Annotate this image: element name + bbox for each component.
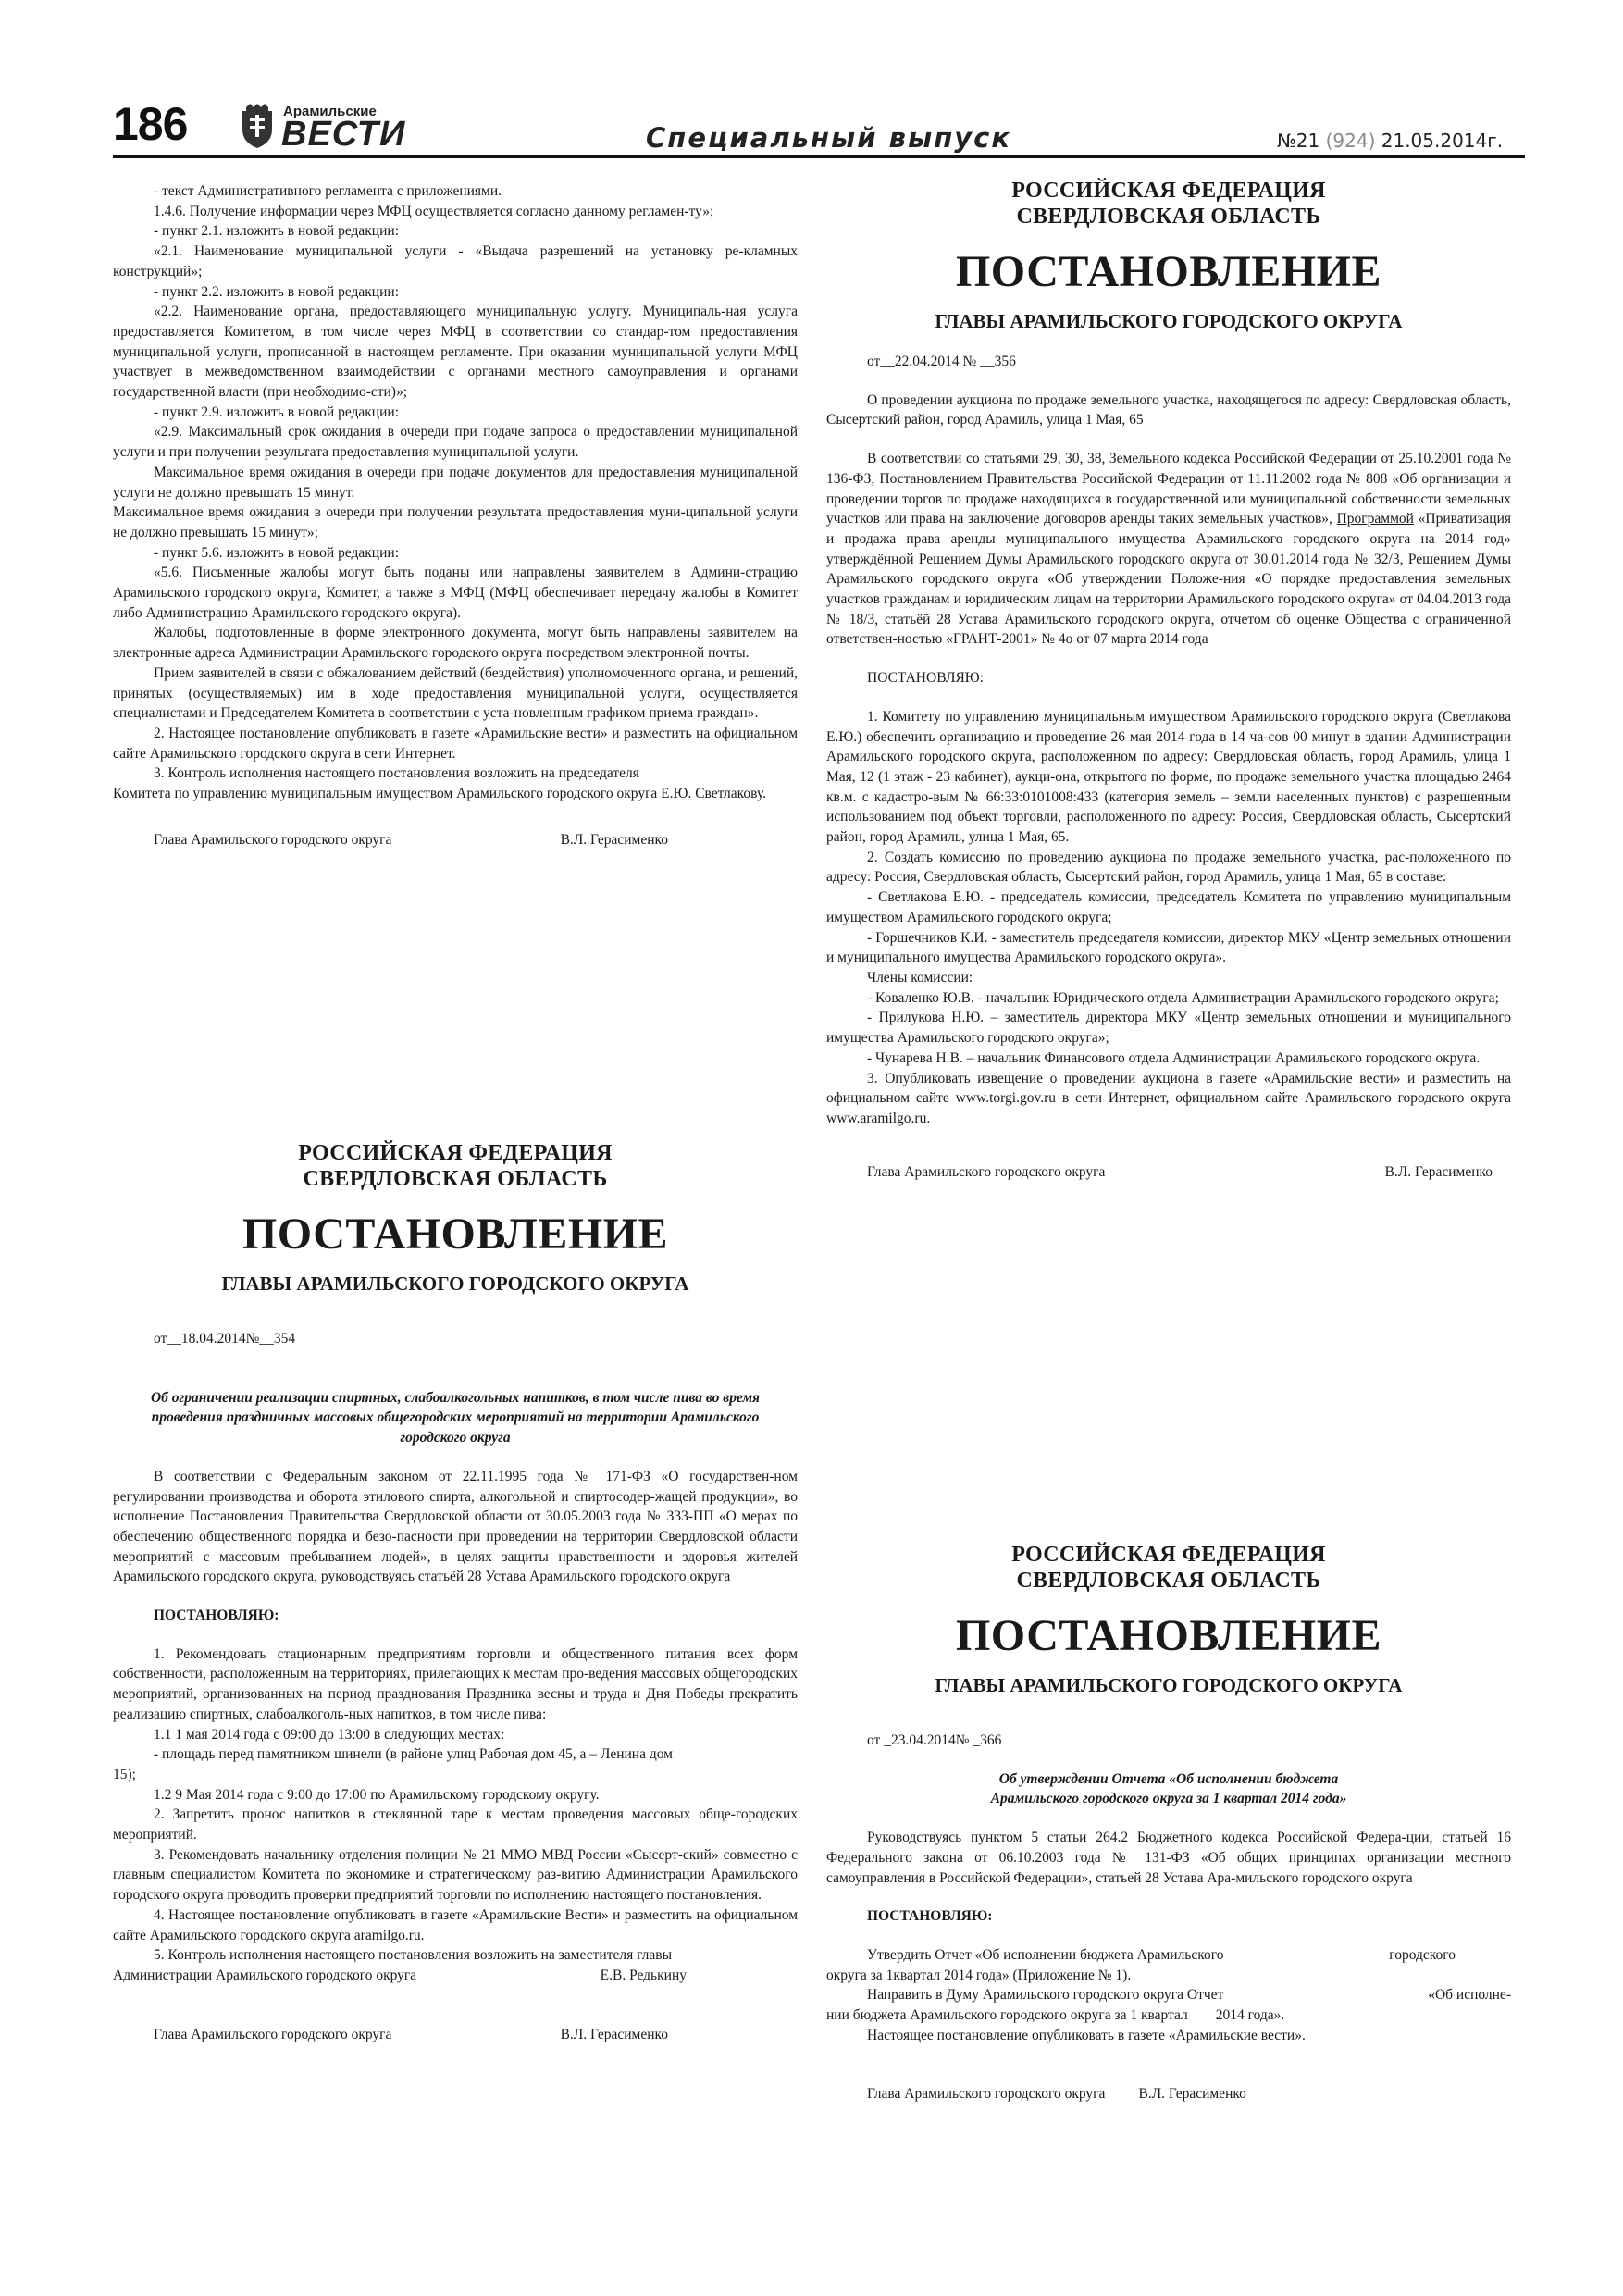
paragraph: - площадь перед памятником шинели (в районе улиц Рабочая дом 45, а – Ленина дом xyxy=(154,1746,673,1763)
paragraph: - пункт 5.6. изложить в новой редакции: xyxy=(154,544,399,561)
paragraph: - Светлакова Е.Ю. - председатель комиссии, председатель Комитета по управлению муниципальным имуществом Арамильского городского округа; xyxy=(826,889,1511,925)
heading-country: РОССИЙСКАЯ ФЕДЕРАЦИЯ xyxy=(1011,179,1326,203)
paragraph: 3. Опубликовать извещение о проведении аукциона в газете «Арамильские вести» и разместить на официальном сайте www.torgi.gov.ru в сети Интернет, официальном сайте Арамильского городского округа www.aramilgo.ru. xyxy=(826,1070,1511,1126)
paragraph: Утвердить Отчет «Об исполнении бюджета Арамильского городского xyxy=(867,1946,1456,1963)
paragraph: 2. Запретить пронос напитков в стеклянной таре к местам проведения массовых обще-городских мероприятий. xyxy=(113,1806,798,1843)
header-rule xyxy=(113,155,1525,158)
paragraph: - пункт 2.9. изложить в новой редакции: xyxy=(154,403,399,420)
decree-subject-line1: Об утверждении Отчета «Об исполнении бюджета xyxy=(998,1770,1339,1787)
paragraph: «5.6. Письменные жалобы могут быть поданы или направлены заявителем в Админи-страцию Арамильского городского округа, Комитет, а также в МФЦ (МФЦ обеспечивает передачу жалобы в Комитет либо Администрацию Арамильского городского округа). xyxy=(113,565,798,621)
logo-small-text: Арамильские xyxy=(283,104,377,119)
program-link[interactable]: Программой xyxy=(1336,511,1414,527)
decree-356 xyxy=(826,178,1511,1182)
paragraph: - пункт 2.1. изложить в новой редакции: xyxy=(154,223,399,240)
postanovlyau: ПОСТАНОВЛЯЮ: xyxy=(154,1607,279,1624)
decree-366 xyxy=(826,1542,1511,2104)
paragraph: - текст Административного регламента с приложениями. xyxy=(154,183,502,199)
paragraph: Администрации Арамильского городского округа Е.В. Редькину xyxy=(113,1967,687,1983)
heading-region: СВЕРДЛОВСКАЯ ОБЛАСТЬ xyxy=(303,1167,608,1191)
signature-line: Глава Арамильского городского округа В.Л. Герасименко xyxy=(154,2026,668,2042)
paragraph: «2.2. Наименование органа, предоставляющего муниципальную услугу. Муниципаль-ная услуга предоставляется Комитетом, в том числе через МФЦ в соответствии со стандар-том предоставления муниципальной услуги, прописанной в настоящем регламенте. При оказании муниципальной услуги МФЦ участвует в межведомственном взаимодействии с органами местного самоуправления и органами государственной власти (при необходимо-сти)»; xyxy=(113,304,798,401)
paragraph: 1. Рекомендовать стационарным предприятиям торговли и общественного питания всех форм собственности, расположенным на территориях, прилегающих к местам про-ведения массовых общегородских мероприятий, организованных на период празднования Праздника весны и труда и Дня Победы прекратить реализацию спиртных, слабоалкоголь-ных напитков, в том числе пива: xyxy=(113,1645,798,1722)
decree-title: ПОСТАНОВЛЕНИЕ xyxy=(242,1210,669,1259)
heading-country: РОССИЙСКАЯ ФЕДЕРАЦИЯ xyxy=(298,1141,613,1165)
decree-title: ПОСТАНОВЛЕНИЕ xyxy=(955,1611,1382,1660)
paragraph: Прием заявителей в связи с обжалованием действий (бездействия) уполномоченного органа, и решений, принятых (осуществляемых) им в ходе предоставления муниципальной услуги, осуществляется специалистами и Председателем Комитета в соответствии с уста-новленным графиком приема граждан». xyxy=(113,664,798,722)
logo-big-text: ВЕСТИ xyxy=(281,115,406,154)
decree-authority: ГЛАВЫ АРАМИЛЬСКОГО ГОРОДСКОГО ОКРУГА xyxy=(935,1674,1403,1696)
heading-country: РОССИЙСКАЯ ФЕДЕРАЦИЯ xyxy=(1011,1543,1326,1567)
special-issue-label: Специальный выпуск xyxy=(646,122,1012,154)
paragraph: Члены комиссии: xyxy=(867,969,973,986)
paragraph: Максимальное время ожидания в очереди при подаче документов для предоставления муниципальной услуги не должно превышать 15 минут. xyxy=(113,464,798,501)
paragraph: - пункт 2.2. изложить в новой редакции: xyxy=(154,283,399,300)
heading-region: СВЕРДЛОВСКАЯ ОБЛАСТЬ xyxy=(1016,205,1321,229)
signature-line: Глава Арамильского городского округа В.Л. Герасименко xyxy=(867,2086,1246,2103)
page-number: 186 xyxy=(113,98,188,150)
signature-line: Глава Арамильского городского округа В.Л. Герасименко xyxy=(154,831,668,848)
left-continuation xyxy=(113,181,798,850)
preamble: В соответствии с Федеральным законом от 22.11.1995 года № 171-ФЗ «О государствен-ном регулировании производства и оборота этилового спирта, алкогольной и спиртосодер-жащей продукции», во исполнение Постановления Правительства Свердловской области от 30.05.2003 года № 333-ПП «О мерах по обеспечению общественного порядка и безо-пасности при проведении на территории Свердловской области мероприятий с массовым пребыванием людей», в целях защиты нравственности и здоровья жителей Арамильского городского округа, руководствуясь статьёй 28 Устава Арамильского городского округа xyxy=(113,1468,798,1585)
paragraph: 3. Рекомендовать начальнику отделения полиции № 21 ММО МВД России «Сысерт-ский» совместно с главным специалистом Комитета по экономике и стратегическому раз-витию Администрации Арамильского городского округа проводить проверки предприятий торговли по исполнению настоящего постановления. xyxy=(113,1846,798,1904)
paragraph: 5. Контроль исполнения настоящего постановления возложить на заместителя главы xyxy=(154,1947,672,1964)
decree-date: от__22.04.2014 № __356 xyxy=(867,354,1016,369)
postanovlyau: ПОСТАНОВЛЯЮ: xyxy=(867,1908,993,1925)
paragraph: Настоящее постановление опубликовать в газете «Арамильские вести». xyxy=(867,2027,1306,2043)
paragraph: - Прилукова Н.Ю. – заместитель директора МКУ «Центр земельных отношении и муниципального имущества Арамильского городского округа»; xyxy=(826,1010,1511,1047)
decree-title: ПОСТАНОВЛЕНИЕ xyxy=(955,247,1382,296)
paragraph: 2. Настоящее постановление опубликовать в газете «Арамильские вести» и разместить на официальном сайте Арамильского городского округа в сети Интернет. xyxy=(113,725,798,762)
preamble: Руководствуясь пунктом 5 статьи 264.2 Бюджетного кодекса Российской Федера-ции, статьей 16 Федерального закона от 06.10.2003 года № 131-ФЗ «Об общих принципах организации местного самоуправления в Российской Федерации», статьей 28 Устава Ара-мильского городского округа xyxy=(826,1830,1511,1886)
preamble: В соответствии со статьями 29, 30, 38, Земельного кодекса Российской Федерации от 25.10.2001 года № 136-ФЗ, Постановлением Правительства Российской Федерации от 11.11.2002 года № 808 «Об организации и проведении торгов по продаже находящихся в государственной или муниципальной собственности земельных участков или права на заключение договоров аренды таких земельных участков», Программой «Приватизация и продажа права аренды муниципального имущества Арамильского городского округа на 2014 год» утверждённой Решением Думы Арамильского городского округа от 30.01.2014 года № 32/3, Решением Думы Арамильского городского округа «Об утверждении Положе-ния «О порядке предоставления земельных участков гражданам и юридическим лицам на территории Арамильского городского округа» от 04.04.2013 года № 18/3, статьёй 28 Устава Арамильского городского округа, отчетом об оценке Общества с ограниченной ответствен-ностью «ГРАНТ-2001» № 4о от 07 марта 2014 года xyxy=(826,451,1512,648)
decree-subject-line2: Арамильского городского округа за 1 квартал 2014 года» xyxy=(990,1791,1347,1807)
decree-authority: ГЛАВЫ АРАМИЛЬСКОГО ГОРОДСКОГО ОКРУГА xyxy=(221,1272,689,1295)
decree-date: от _23.04.2014№ _366 xyxy=(867,1732,1002,1748)
paragraph: 1. Комитету по управлению муниципальным имуществом Арамильского городского округа (Светлакова Е.Ю.) обеспечить организацию и проведение 26 мая 2014 года в 14 ча-сов 00 минут в здании Администрации Арамильского городского округа, расположенном по адресу: Свердловская область, город Арамиль, улица 1 Мая, 12 (1 этаж - 23 кабинет), аукци-она, открытого по форме, по продаже земельного участка площадью 2464 кв.м. с кадастро-вым № 66:33:0101008:433 (категория земель – земли населенных пунктов) с разрешенным использованием под объект торговли, расположенного по адресу: Россия, Свердловская область, Сысертский район, город Арамиль, улица 1 Мая, 65. xyxy=(826,708,1511,846)
paragraph: 1.2 9 Мая 2014 года с 9:00 до 17:00 по Арамильскому городскому округу. xyxy=(154,1786,600,1803)
paragraph: «2.1. Наименование муниципальной услуги - «Выдача разрешений на установку ре-кламных конструкций»; xyxy=(113,243,798,279)
paragraph: «2.9. Максимальный срок ожидания в очереди при подаче запроса о предоставлении муниципальной услуги и при получении результата предоставления муниципальной услуги. xyxy=(113,424,798,461)
decree-subject: О проведении аукциона по продаже земельного участка, находящегося по адресу: Свердловская область, Сысертский район, город Арамиль, улица 1 Мая, 65 xyxy=(826,391,1511,428)
paragraph: 1.4.6. Получение информации через МФЦ осуществляется согласно данному регламен-ту»; xyxy=(154,203,714,219)
heading-region: СВЕРДЛОВСКАЯ ОБЛАСТЬ xyxy=(1016,1569,1321,1593)
paragraph: Максимальное время ожидания в очереди при получении результата предоставления муни-ципальной услуги не должно превышать 15 минут»; xyxy=(113,504,798,540)
newspaper-logo[interactable] xyxy=(239,102,406,154)
issue-info: №21 (924) 21.05.2014г. xyxy=(1277,130,1504,152)
paragraph: 2. Создать комиссию по проведению аукциона по продаже земельного участка, рас-положенного по адресу: Россия, Свердловская область, Сысертский район, город Арамиль, улица 1 Мая, 65 в составе: xyxy=(826,849,1511,886)
decree-authority: ГЛАВЫ АРАМИЛЬСКОГО ГОРОДСКОГО ОКРУГА xyxy=(935,310,1403,332)
paragraph: - Чунарева Н.В. – начальник Финансового отдела Администрации Арамильского городского округа. xyxy=(867,1049,1481,1066)
decree-subject: Об ограничении реализации спиртных, слабоалкогольных напитков, в том числе пива во время проведения праздничных массовых общегородских мероприятий на территории Арамильского городского округа xyxy=(150,1389,761,1446)
paragraph: 1.1 1 мая 2014 года с 09:00 до 13:00 в следующих местах: xyxy=(154,1726,505,1743)
paragraph: - Горшечников К.И. - заместитель председателя комиссии, директор МКУ «Центр земельных отношении и муниципального имущества Арамильского городского округа». xyxy=(826,929,1511,966)
paragraph: Жалобы, подготовленные в форме электронного документа, могут быть направлены заявителем на электронные адреса Администрации Арамильского городского округа посредством электронной почты. xyxy=(113,625,798,662)
paragraph: Направить в Думу Арамильского городского округа Отчет «Об исполне- xyxy=(867,1987,1511,2004)
postanovlyau: ПОСТАНОВЛЯЮ: xyxy=(867,670,985,687)
paragraph: Комитета по управлению муниципальным имуществом Арамильского городского округа Е.Ю. Светлакову. xyxy=(113,786,767,802)
decree-date: от__18.04.2014№__354 xyxy=(154,1331,296,1347)
decree-354 xyxy=(113,1140,798,2044)
paragraph: нии бюджета Арамильского городского округа за 1 квартал 2014 года». xyxy=(826,2007,1285,2024)
signature-line: Глава Арамильского городского округа В.Л. Герасименко xyxy=(867,1163,1493,1180)
paragraph: - Коваленко Ю.В. - начальник Юридического отдела Администрации Арамильского городского округа; xyxy=(867,989,1499,1006)
paragraph: 3. Контроль исполнения настоящего постановления возложить на председателя xyxy=(154,765,639,782)
paragraph: 4. Настоящее постановление опубликовать в газете «Арамильские Вести» и разместить на официальном сайте Арамильского городского округа aramilgo.ru. xyxy=(113,1906,798,1943)
paragraph: округа за 1квартал 2014 года» (Приложение № 1). xyxy=(826,1967,1132,1983)
paragraph: 15); xyxy=(113,1766,136,1782)
coat-of-arms-icon xyxy=(239,104,276,150)
